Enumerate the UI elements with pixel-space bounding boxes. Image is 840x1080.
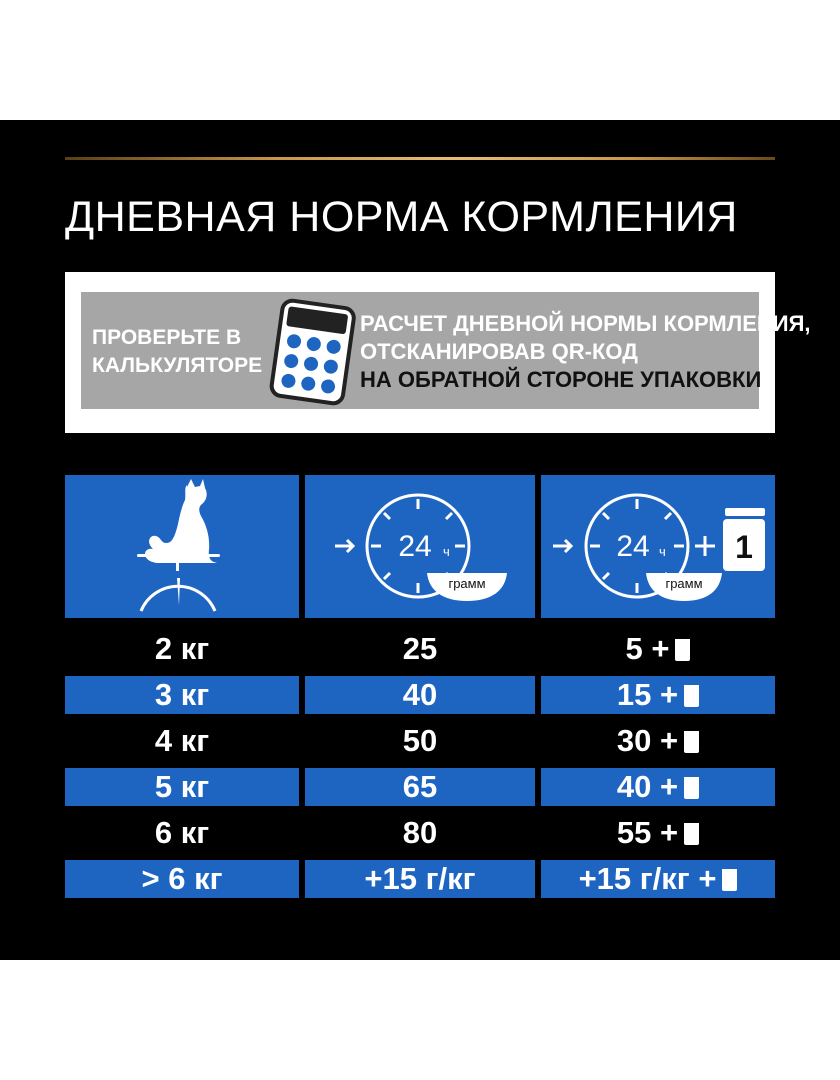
header-mixed-daily [541, 475, 775, 618]
cat-on-scale-icon [65, 475, 299, 618]
weight-cell: 4 кг [154, 723, 210, 758]
dry-amount-cell: 50 [402, 723, 438, 758]
dry-amount-cell: 80 [402, 815, 438, 850]
mixed-amount-text: 30 + [616, 723, 679, 758]
mixed-amount-text: 5 + [625, 631, 670, 666]
weight-cell: 5 кг [65, 768, 299, 806]
page-title: ДНЕВНАЯ НОРМА КОРМЛЕНИЯ [65, 193, 738, 241]
pouch-icon [684, 685, 699, 707]
header-cat-weight [65, 475, 299, 618]
col-c-hours-unit: ч [659, 544, 666, 559]
mixed-amount-cell [541, 768, 775, 806]
calculator-icon [267, 292, 359, 409]
weight-cell: 2 кг [154, 631, 210, 666]
table-row [0, 630, 840, 668]
mixed-amount-cell [541, 860, 775, 898]
dry-amount-cell: +15 г/кг [305, 860, 535, 898]
pouch-icon [684, 731, 699, 753]
col-c-hours: 24 [616, 530, 650, 563]
pouch-icon [675, 639, 690, 661]
weight-cell: > 6 кг [65, 860, 299, 898]
pouch-icon [684, 823, 699, 845]
gold-divider [65, 157, 775, 160]
calculator-check-text [92, 324, 262, 380]
calculator-banner [81, 292, 811, 409]
calculator-info-text [360, 310, 811, 394]
clock-bowl-pouch-icon [541, 475, 775, 618]
col-b-unit: грамм [448, 576, 486, 591]
header-dry-daily [305, 475, 535, 618]
mixed-amount-cell [541, 722, 775, 760]
mixed-amount-text: 55 + [616, 815, 679, 850]
calculator-box [65, 272, 811, 433]
calculator-check-line2: КАЛЬКУЛЯТОРЕ [92, 354, 263, 377]
weight-cell: 6 кг [154, 815, 210, 850]
table-row [0, 768, 840, 806]
calculator-info-line2: ОТСКАНИРОВАВ QR-КОД [360, 339, 638, 364]
table-row [0, 814, 840, 852]
table-row [0, 722, 840, 760]
dry-amount-cell: 25 [402, 631, 438, 666]
calculator-check-line1: ПРОВЕРЬТЕ В [92, 326, 242, 349]
table-row [0, 860, 840, 898]
col-c-pouch-count: 1 [735, 529, 753, 565]
mixed-amount-text: +15 г/кг + [578, 861, 717, 896]
calculator-info-line1: РАСЧЕТ ДНЕВНОЙ НОРМЫ КОРМЛЕНИЯ, [360, 311, 811, 336]
pouch-icon [684, 777, 699, 799]
dry-amount-cell: 40 [305, 676, 535, 714]
col-c-unit: грамм [665, 576, 703, 591]
dry-amount-cell: 65 [305, 768, 535, 806]
mixed-amount-cell [541, 630, 775, 668]
table-row [0, 676, 840, 714]
pouch-icon [722, 869, 737, 891]
calculator-info-line3: НА ОБРАТНОЙ СТОРОНЕ УПАКОВКИ [360, 367, 762, 392]
weight-cell: 3 кг [65, 676, 299, 714]
clock-bowl-icon [305, 475, 535, 618]
mixed-amount-cell [541, 676, 775, 714]
col-b-hours: 24 [398, 530, 432, 563]
mixed-amount-text: 15 + [616, 677, 679, 712]
col-b-hours-unit: ч [443, 544, 450, 559]
mixed-amount-cell [541, 814, 775, 852]
mixed-amount-text: 40 + [616, 769, 679, 804]
